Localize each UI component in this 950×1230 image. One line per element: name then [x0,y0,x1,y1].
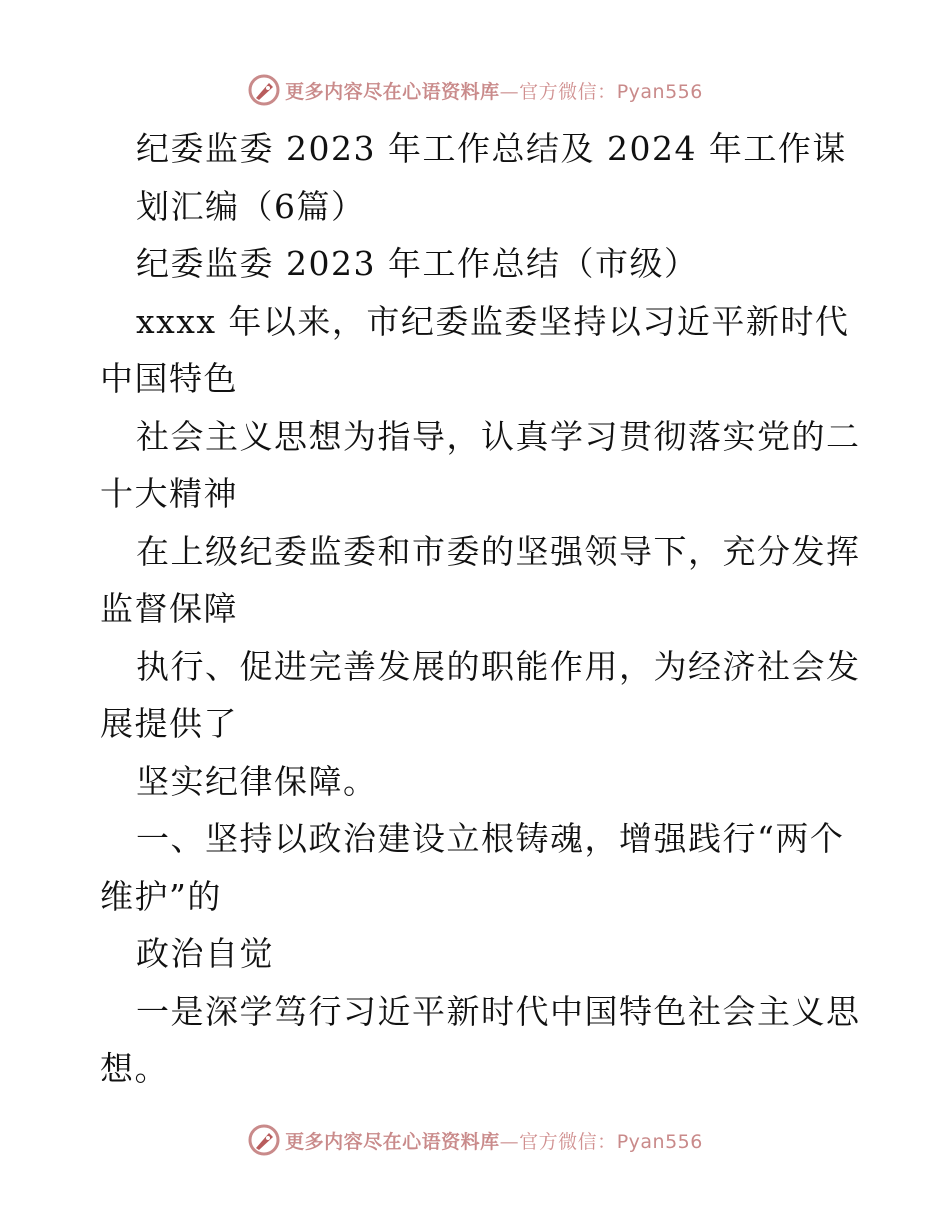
text-line: 想。 [100,1049,169,1088]
text-line: 纪委监委 2023 年工作总结及 2024 年工作谋 [136,129,847,168]
watermark-text: 更多内容尽在心语资料库—官方微信：Pyan556 [285,1130,703,1153]
text-line: 维护”的 [100,876,222,916]
text-line: 监督保障 [100,589,238,628]
watermark-text: 更多内容尽在心语资料库—官方微信：Pyan556 [285,80,703,103]
text-line: 中国特色 [100,359,238,398]
text-line: 纪委监委 2023 年工作总结（市级） [136,244,699,283]
text-line: 坚实纪律保障。 [136,761,378,801]
text-line: 社会主义思想为指导，认真学习贯彻落实党的二 [136,416,861,456]
header-watermark [0,70,950,110]
pen-nib-logo-icon [247,1123,281,1157]
pen-nib-logo-icon [247,73,281,107]
text-line: 执行、促进完善发展的职能作用，为经济社会发 [136,646,861,686]
footer-watermark [0,1120,950,1160]
text-line: 展提供了 [100,704,238,743]
text-line: 划汇编（6篇） [136,186,366,226]
text-line: 在上级纪委监委和市委的坚强领导下，充分发挥 [136,531,861,571]
document-body [100,120,860,1098]
text-line: 一、坚持以政治建设立根铸魂，增强践行“两个 [136,819,845,858]
text-line: xxxx 年以来，市纪委监委坚持以习近平新时代 [136,301,850,341]
text-line: 十大精神 [100,474,238,513]
text-line: 一是深学笃行习近平新时代中国特色社会主义思 [136,991,861,1031]
text-line: 政治自觉 [136,934,274,973]
